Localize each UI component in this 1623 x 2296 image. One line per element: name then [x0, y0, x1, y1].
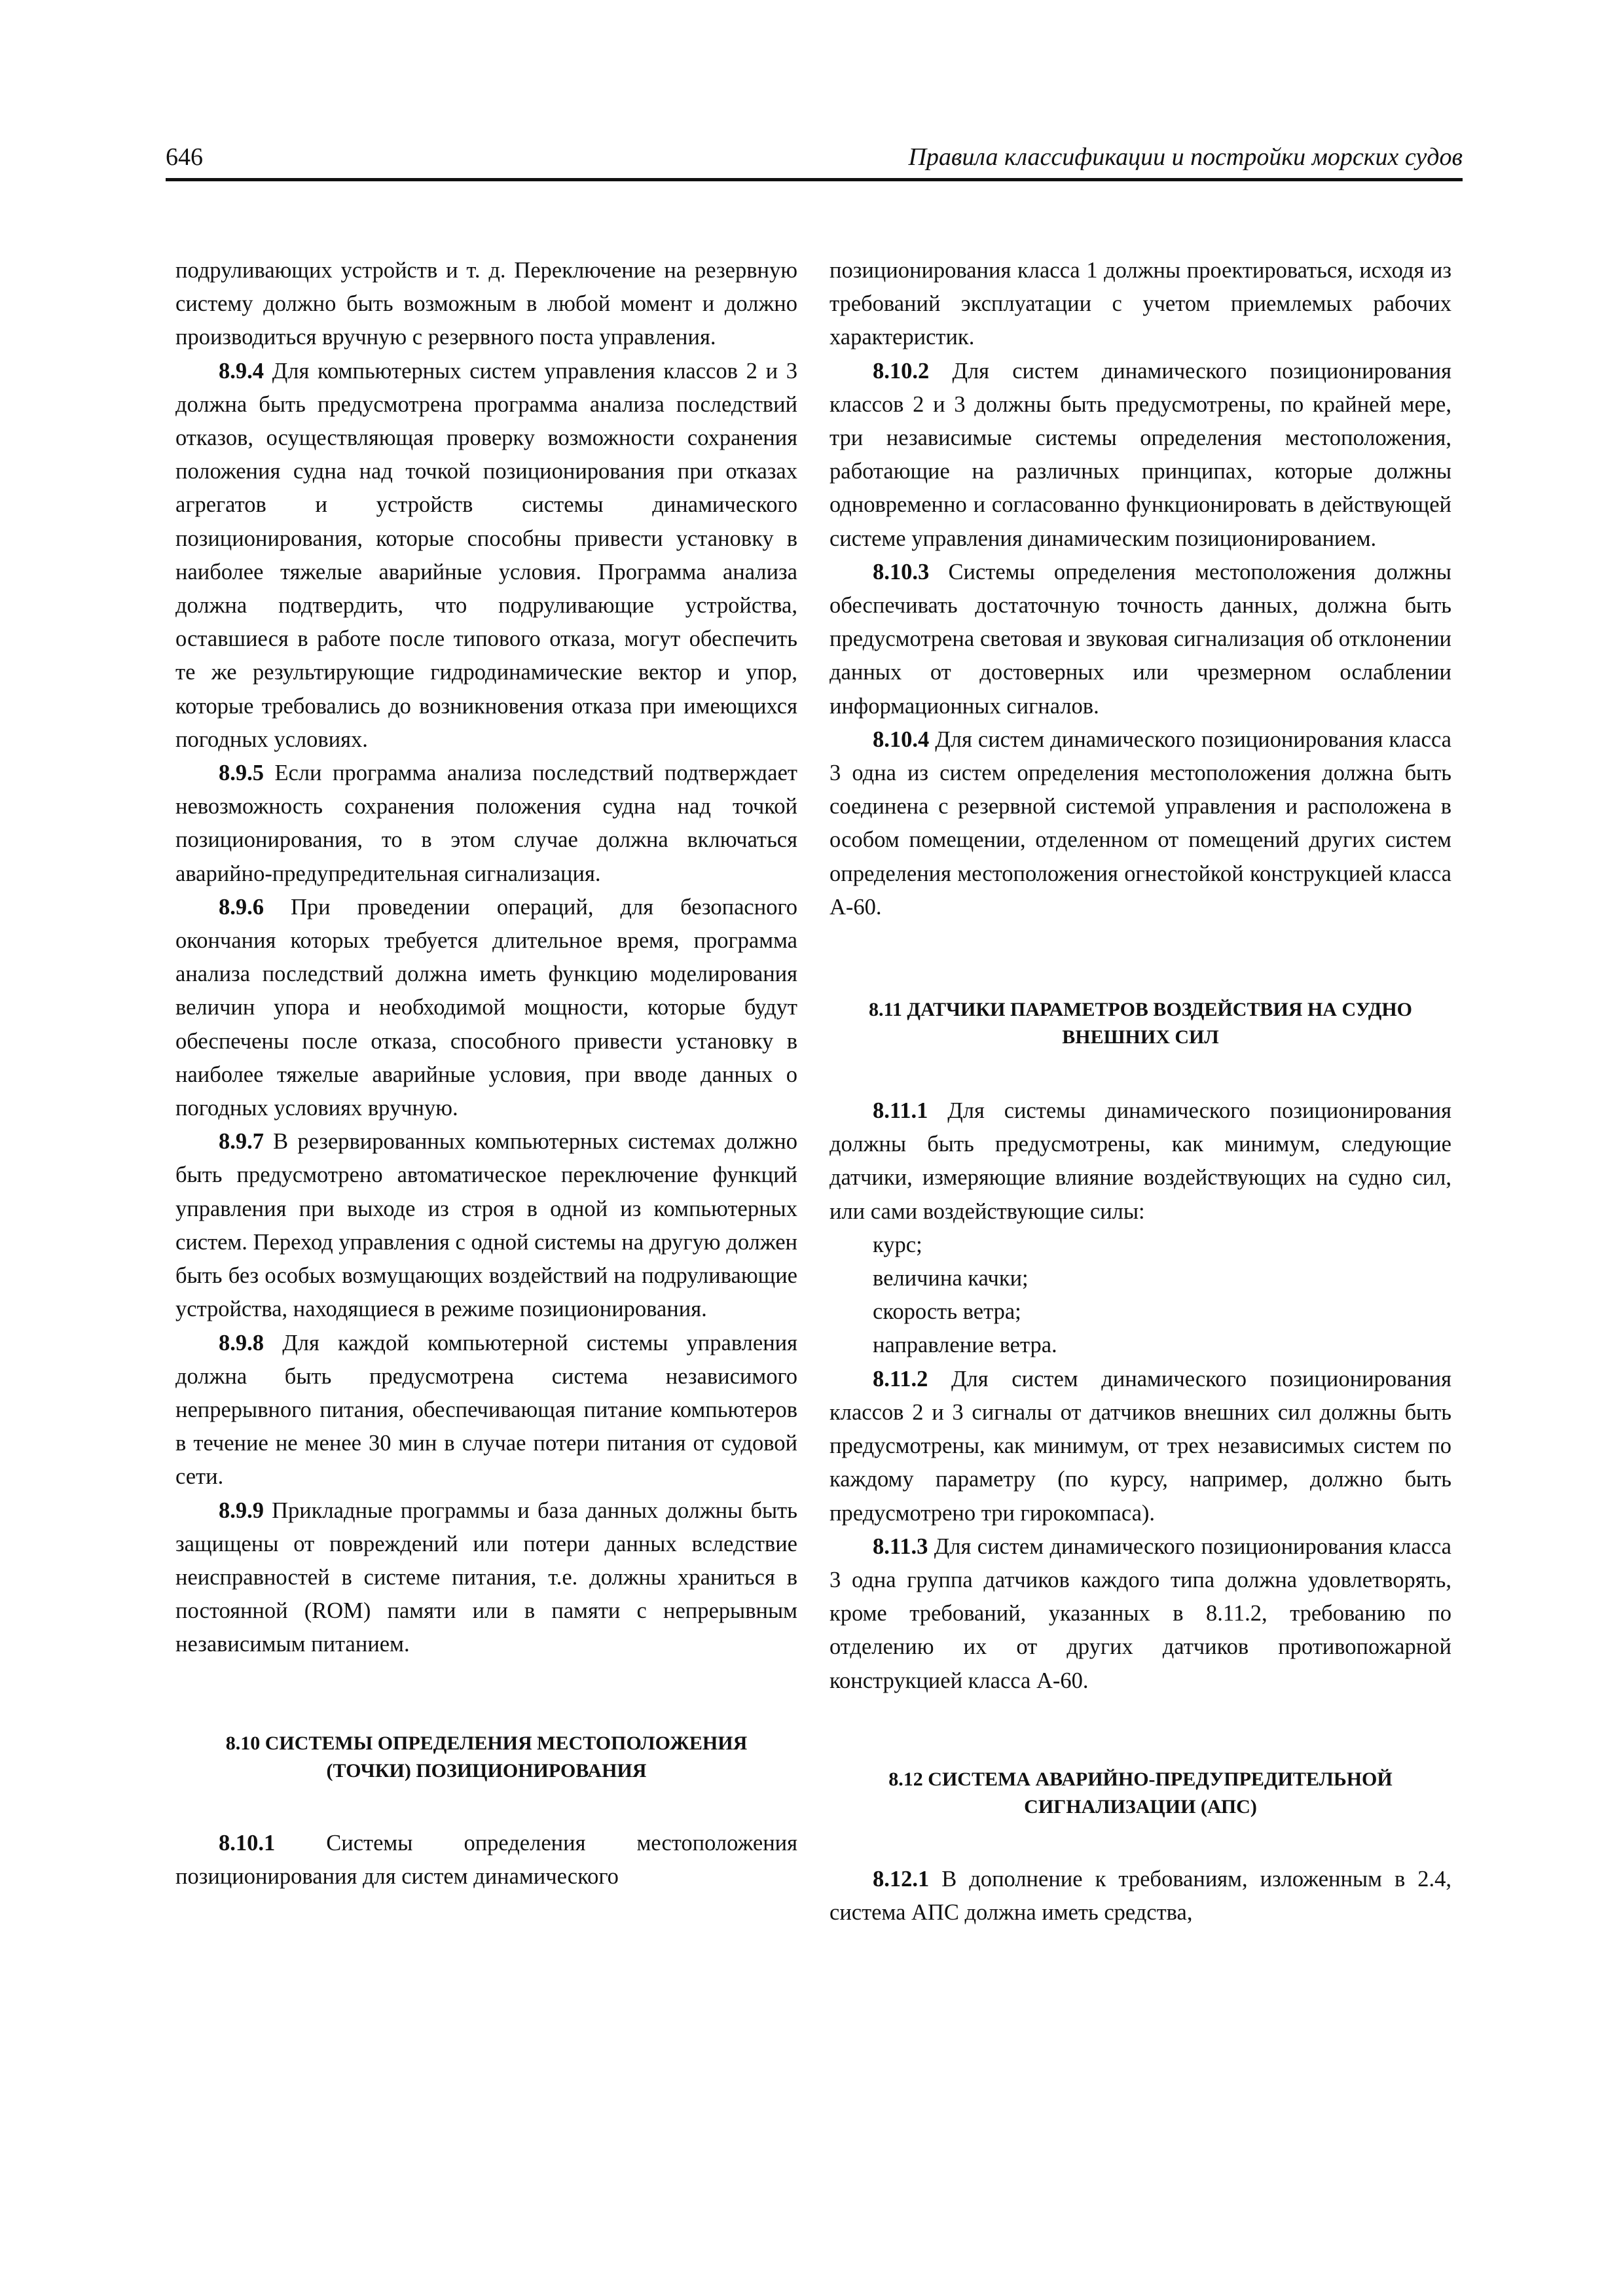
clause-number: 8.12.1 — [873, 1866, 930, 1892]
right-column — [830, 254, 1451, 1929]
clause-number: 8.9.6 — [219, 894, 264, 920]
clause-text: Если программа анализа последствий подтверждает невозможность сохранения положения судна над точкой позиционирования, то в этом случае должна включаться аварийно-предупредительная сигнализация. — [175, 761, 797, 886]
clause-text: В резервированных компьютерных системах должно быть предусмотрено автоматическое переключение функций управления при выходе из строя в одной из компьютерных систем. Переход управления с одной системы на другую должен быть без особых возмущающих воздействий на подруливающие устройства, находящиеся в режиме позиционирования. — [175, 1129, 797, 1322]
clause-number: 8.10.1 — [219, 1830, 276, 1856]
list-item: курс; — [873, 1232, 922, 1257]
clause-8-10-4 — [830, 723, 1451, 924]
clause-number: 8.10.3 — [873, 559, 930, 584]
page-number: 646 — [166, 143, 203, 171]
clause-text: Для систем динамического позиционирования класса 3 одна из систем определения местоположения должна быть соединена с резервной системой управления и расположена в особом помещении, отделенном от помещений других систем определения местоположения огнестойкой конструкцией класса А-60. — [830, 726, 1451, 920]
clause-text: Системы определения местоположения должны обеспечивать достаточную точность данных, должна быть предусмотрена световая и звуковая сигнализация об отклонении данных от достоверных или чрезмерном ослаблении информационных сигналов. — [830, 559, 1451, 719]
clause-8-11-1 — [830, 1094, 1451, 1229]
clause-number: 8.9.4 — [219, 358, 264, 384]
list-item: величина качки; — [873, 1266, 1029, 1291]
clause-text: Системы определения местоположения позиционирования для систем динамического — [175, 1830, 797, 1889]
clause-8-9-4 — [175, 355, 797, 757]
clause-number: 8.10.2 — [873, 358, 930, 384]
clause-8-9-7 — [175, 1125, 797, 1326]
running-title: Правила классификации и постройки морских судов — [908, 143, 1463, 171]
clause-text: При проведении операций, для безопасного окончания которых требуется длительное время, программа анализа последствий должна иметь функцию моделирования величин упора и необходимой мощности, которые будут обеспечены после отказа, способного привести установку в наиболее тяжелые аварийные условия, при вводе данных о погодных условиях вручную. — [175, 894, 797, 1121]
clause-text: Для каждой компьютерной системы управления должна быть предусмотрена система независимого непрерывного питания, обеспечивающая питание компьютеров в течение не менее 30 мин в случае потери питания от судовой сети. — [175, 1330, 797, 1490]
clause-8-9-9 — [175, 1494, 797, 1662]
clause-text: Для систем динамического позиционирования класса 3 одна группа датчиков каждого типа должна удовлетворять, кроме требований, указанных в 8.11.2, требованию по отделению их от других датчиков противопожарной конструкцией класса А-60. — [830, 1534, 1451, 1693]
clause-number: 8.10.4 — [873, 726, 930, 752]
clause-8-10-1 — [175, 1827, 797, 1893]
clause-8-12-1 — [830, 1863, 1451, 1929]
section-heading-8-11: 8.11 ДАТЧИКИ ПАРАМЕТРОВ ВОЗДЕЙСТВИЯ НА СУДНО ВНЕШНИХ СИЛ — [868, 999, 1413, 1049]
clause-8-10-2 — [830, 355, 1451, 556]
clause-number: 8.11.3 — [873, 1534, 928, 1559]
section-heading-8-12: 8.12 СИСТЕМА АВАРИЙНО-ПРЕДУПРЕДИТЕЛЬНОЙ СИГНАЛИЗАЦИИ (АПС) — [888, 1768, 1393, 1818]
clause-number: 8.11.2 — [873, 1366, 928, 1391]
clause-number: 8.9.9 — [219, 1498, 264, 1523]
clause-text: Для систем динамического позиционирования классов 2 и 3 сигналы от датчиков внешних сил должны быть предусмотрены, как минимум, от трех независимых систем по каждому параметру (по курсу, например, должно быть предусмотрено три гирокомпаса). — [830, 1366, 1451, 1526]
clause-number: 8.11.1 — [873, 1098, 928, 1124]
clause-text: Для компьютерных систем управления классов 2 и 3 должна быть предусмотрена программа анализа последствий отказов, осуществляющая проверку возможности сохранения положения судна над точкой позиционирования при отказах агрегатов и устройств системы динамического позиционирования, которые способны привести установку в наиболее тяжелые аварийные условия. Программа анализа должна подтвердить, что подруливающие устройства, оставшиеся в работе после типового отказа, могут обеспечить те же результирующие гидродинамические вектор и упор, которые требовались до возникновения отказа при имеющихся погодных условиях. — [175, 358, 797, 752]
clause-8-9-8 — [175, 1327, 797, 1494]
clause-8-9-5 — [175, 757, 797, 891]
clause-8-9-6 — [175, 891, 797, 1125]
list-item: скорость ветра; — [873, 1299, 1021, 1325]
clause-8-11-2 — [830, 1363, 1451, 1530]
paragraph-continuation: подруливающих устройств и т. д. Переключение на резервную систему должно быть возможным в любой момент и должно производиться вручную с резервного поста управления. — [175, 258, 797, 350]
clause-number: 8.9.5 — [219, 761, 264, 786]
paragraph-continuation: позиционирования класса 1 должны проектироваться, исходя из требований эксплуатации с учетом приемлемых рабочих характеристик. — [830, 258, 1451, 350]
clause-number: 8.9.7 — [219, 1129, 264, 1155]
header-rule — [166, 178, 1463, 181]
list-item: направление ветра. — [873, 1333, 1057, 1358]
clause-text: Для систем динамического позиционирования классов 2 и 3 должны быть предусмотрены, по крайней мере, три независимые системы определения местоположения, работающие на различных принципах, которые должны одновременно и согласованно функционировать в действующей системе управления динамическим позиционированием. — [830, 358, 1451, 551]
clause-8-11-3 — [830, 1530, 1451, 1698]
left-column — [175, 254, 797, 1893]
clause-text: Для системы динамического позиционирования должны быть предусмотрены, как минимум, следующие датчики, измеряющие влияние воздействующих на судно сил, или сами воздействующие силы: — [830, 1098, 1451, 1224]
clause-text: В дополнение к требованиям, изложенным в 2.4, система АПС должна иметь средства, — [830, 1866, 1451, 1925]
section-heading-8-10: 8.10 СИСТЕМЫ ОПРЕДЕЛЕНИЯ МЕСТОПОЛОЖЕНИЯ (ТОЧКИ) ПОЗИЦИОНИРОВАНИЯ — [225, 1732, 748, 1782]
page-header — [166, 143, 1463, 182]
clause-number: 8.9.8 — [219, 1330, 264, 1355]
clause-8-10-3 — [830, 556, 1451, 723]
clause-text: Прикладные программы и база данных должны быть защищены от повреждений или потери данных вследствие неисправностей в системе питания, т.е. должны храниться в постоянной (ROM) памяти или в памяти с непрерывным независимым питанием. — [175, 1498, 797, 1657]
